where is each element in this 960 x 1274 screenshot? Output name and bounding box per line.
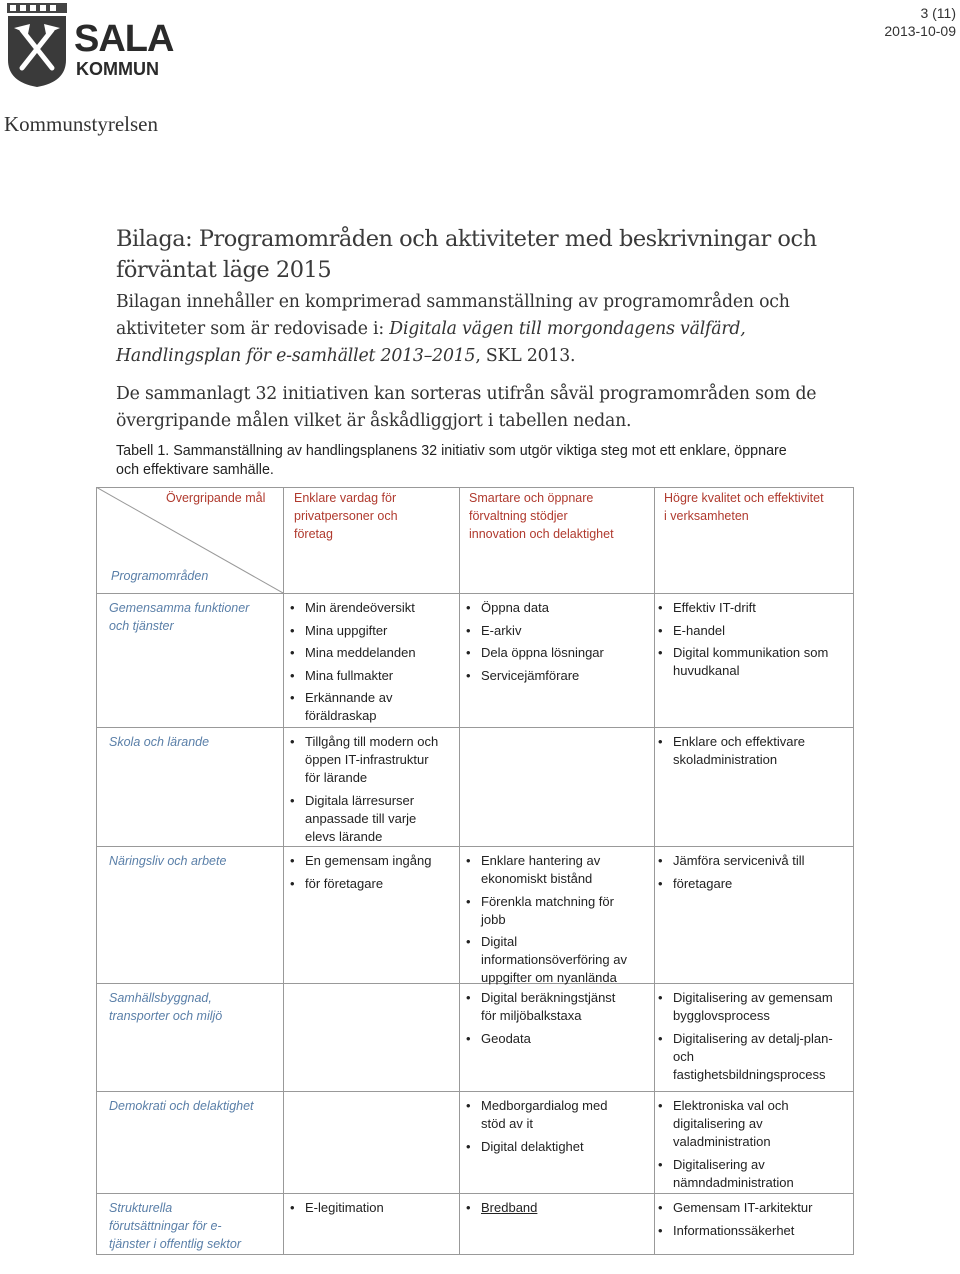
initiative-cell [658,989,850,1088]
initiative-item: • Medborgardialog med stöd av it [466,1097,651,1133]
table-column-divider [853,487,854,1255]
initiative-item: • Digitalisering av gemensam bygglovsprocess [658,989,850,1025]
initiative-item: • Digitalisering av nämndadministration [658,1156,850,1192]
document-date: 2013-10-09 [884,23,956,39]
initiative-list [658,852,850,893]
table-column-divider [459,487,460,1255]
table-row-divider [96,593,854,594]
initiative-item: • Mina meddelanden [290,644,455,662]
initiative-item: • Digital informationsöverföring av uppgifter om nyanlända [466,933,651,987]
initiative-cell [466,1097,651,1160]
initiative-cell [466,852,651,992]
initiative-list [658,989,850,1084]
document-title: Bilaga: Programområden och aktiviteter med beskrivningar och förväntat läge 2015 [116,226,817,283]
table-row-divider [96,1254,854,1255]
initiative-cell [658,733,850,774]
sala-coat-of-arms-icon [6,2,68,88]
page-info [884,4,956,40]
programme-area-label: Strukturella förutsättningar för e- tjänster i offentlig sektor [109,1201,242,1251]
initiative-item: • Informationssäkerhet [658,1222,850,1240]
initiative-list [466,1097,651,1156]
programme-table [96,487,854,1255]
initiative-list [658,1097,850,1192]
table-row-divider [96,727,854,728]
table-caption: Tabell 1. Sammanställning av handlingsplanens 32 initiativ som utgör viktiga steg mot ett enklare, öppnare och effektivare samhälle. [116,443,787,478]
initiative-list [290,599,455,725]
table-column-divider [283,487,284,1255]
initiative-item: • Digital kommunikation som huvudkanal [658,644,850,680]
initiative-item: • Tillgång till modern och öppen IT-infrastruktur för lärande [290,733,455,787]
initiative-item: • En gemensam ingång [290,852,455,870]
initiative-cell [290,1199,455,1222]
initiative-cell [658,852,850,897]
initiative-item: • E-legitimation [290,1199,455,1217]
initiative-item: • Digital delaktighet [466,1138,651,1156]
initiative-item: • Geodata [466,1030,651,1048]
table-column-divider [96,487,97,1255]
table-row-divider [96,487,854,488]
initiative-item: • Öppna data [466,599,651,617]
initiative-cell [658,599,850,685]
initiative-list [658,733,850,769]
initiative-list [466,1199,651,1217]
table-row-divider [96,1091,854,1092]
initiative-item: • Min ärendeöversikt [290,599,455,617]
initiative-list [658,599,850,680]
initiative-cell [658,1097,850,1196]
column-header-enklare-vardag: Enklare vardag för privatpersoner och företag [294,491,398,541]
initiative-item: • Digital beräkningstjänst för miljöbalkstaxa [466,989,651,1025]
initiative-item: • företagare [658,875,850,893]
sala-kommun-logo [6,2,176,92]
initiative-list [658,1199,850,1240]
column-header-hogre-kvalitet: Högre kvalitet och effektivitet i verksamheten [664,491,824,523]
intro-paragraph: Bilagan innehåller en komprimerad sammanställning av programområden och aktiviteter som är redovisade i: Digitala vägen till morgondagens välfärd, Handlingsplan för e-samhället 2013–2015, SKL 2013. [116,292,790,366]
initiative-cell [466,989,651,1052]
initiative-list [290,852,455,893]
programme-area-label: Näringsliv och arbete [109,854,227,868]
initiative-item: • Enklare och effektivare skoladministration [658,733,850,769]
initiative-list [290,1199,455,1217]
initiative-item: • Effektiv IT-drift [658,599,850,617]
initiative-item: • Digitala lärresurser anpassade till varje elevs lärande [290,792,455,846]
initiative-item: • Dela öppna lösningar [466,644,651,662]
initiative-item: • Förenkla matchning för jobb [466,893,651,929]
initiative-item: • Mina fullmakter [290,667,455,685]
department-name: Kommunstyrelsen [4,112,158,136]
initiative-list [466,989,651,1048]
initiative-cell [466,599,651,689]
initiative-cell [466,1199,651,1222]
initiative-cell [290,733,455,850]
initiative-item: • Enklare hantering av ekonomiskt bistånd [466,852,651,888]
initiative-list [290,733,455,846]
initiative-list [466,599,651,685]
logo-subname: KOMMUN [76,59,159,79]
page-number: 3 (11) [920,5,956,21]
initiative-cell [290,599,455,730]
column-header-smartare-forvaltning: Smartare och öppnare förvaltning stödjer innovation och delaktighet [469,491,614,541]
initiative-item: • Gemensam IT-arkitektur [658,1199,850,1217]
initiative-item: • Elektroniska val och digitalisering av valadministration [658,1097,850,1151]
table-column-divider [654,487,655,1255]
corner-top-label: Övergripande mål [166,491,266,505]
summary-paragraph: De sammanlagt 32 initiativen kan sorteras utifrån såväl programområden som de övergripande målen vilket är åskådliggjort i tabellen nedan. [116,384,817,431]
initiative-item: • Servicejämförare [466,667,651,685]
programme-area-label: Demokrati och delaktighet [109,1099,254,1113]
corner-bottom-label: Programområden [111,569,209,583]
initiative-item: • Erkännande av föräldraskap [290,689,455,725]
initiative-cell [658,1199,850,1244]
initiative-list [466,852,651,987]
programme-area-label: Samhällsbyggnad, transporter och miljö [109,991,223,1023]
initiative-item: • Bredband [466,1199,651,1217]
initiative-item: • Jämföra servicenivå till [658,852,850,870]
initiative-item: • för företagare [290,875,455,893]
programme-area-label: Skola och lärande [109,735,210,749]
initiative-cell [290,852,455,897]
initiative-item: • E-arkiv [466,622,651,640]
initiative-item: • Digitalisering av detalj-plan- och fastighetsbildningsprocess [658,1030,850,1084]
programme-area-label: Gemensamma funktioner och tjänster [109,601,250,633]
initiative-item: • Mina uppgifter [290,622,455,640]
initiative-item: • E-handel [658,622,850,640]
logo-name: SALA [74,18,174,60]
table-row-divider [96,846,854,847]
